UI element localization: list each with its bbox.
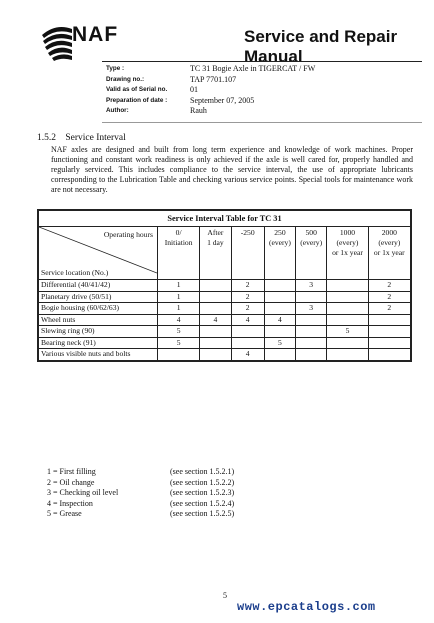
column-header [231, 227, 264, 280]
table-cell: 1 [157, 291, 199, 303]
table-cell: 5 [157, 326, 199, 338]
table-cell [296, 326, 327, 338]
table-cell [200, 291, 231, 303]
header-line: Initiation [164, 238, 193, 247]
document-meta [106, 64, 406, 117]
meta-row-drawing [106, 75, 406, 86]
row-label: Planetary drive (50/51) [39, 291, 158, 303]
corner-top-label: Operating hours [103, 230, 153, 239]
table-cell: 2 [368, 291, 410, 303]
meta-value: TC 31 Bogie Axle in TIGERCAT / FW [190, 64, 316, 73]
section-paragraph: NAF axles are designed and built from long term experience and knowledge of work machines. Proper functioning and constant work readiness is only achieved if the axle is well cared for, properly handled and regularly serviced. This includes compliance to the service interval, the use of appropriate lubricants corresponding to the Lubrication Table and checking various service points. Special tools for maintenance work are not necessary. [51, 145, 413, 194]
column-header [157, 227, 199, 280]
table-cell [327, 291, 368, 303]
header-line: (every) [336, 238, 359, 247]
watermark: www.epcatalogs.com [237, 600, 376, 614]
header-rule [102, 61, 422, 62]
table-row [39, 291, 411, 303]
meta-label: Type : [106, 65, 125, 72]
header-line: (every) [300, 238, 323, 247]
table-cell: 2 [231, 280, 264, 292]
header-line: or 1x year [373, 248, 405, 257]
meta-row-serial [106, 85, 406, 96]
table-cell: 5 [157, 337, 199, 349]
table-cell [231, 326, 264, 338]
table-row [39, 326, 411, 338]
legend-ref: (see section 1.5.2.2) [170, 477, 235, 487]
table-cell [264, 280, 295, 292]
table-cell [368, 337, 410, 349]
table-cell [296, 349, 327, 361]
table-cell [157, 349, 199, 361]
legend-item [47, 509, 234, 520]
section-heading [37, 133, 126, 143]
table-caption: Service Interval Table for TC 31 [39, 211, 411, 227]
table-cell: 2 [231, 291, 264, 303]
header-line: After [207, 228, 224, 237]
table-row [39, 337, 411, 349]
table-cell: 3 [296, 303, 327, 315]
meta-row-author [106, 106, 406, 117]
header-line: 1 day [207, 238, 224, 247]
legend-item [47, 488, 234, 499]
legend-key: 3 = Checking oil level [47, 488, 119, 497]
table-cell [264, 303, 295, 315]
logo-text: NAF [72, 23, 119, 46]
table-row [39, 349, 411, 361]
table-cell [296, 314, 327, 326]
header-line: or 1x year [332, 248, 363, 257]
legend-ref: (see section 1.5.2.1) [170, 467, 235, 476]
meta-label: Preparation of date : [106, 96, 168, 104]
meta-label: Valid as of Serial no. [106, 86, 168, 93]
table-cell: 4 [231, 349, 264, 361]
meta-value: September 07, 2005 [190, 95, 255, 105]
meta-value: TAP 7701.107 [190, 74, 237, 84]
legend-key: 2 = Oil change [47, 477, 95, 487]
table-cell: 2 [368, 280, 410, 292]
service-interval-table [37, 209, 412, 362]
meta-value: 01 [190, 85, 198, 94]
table-cell: 3 [296, 280, 327, 292]
table-row [39, 303, 411, 315]
table-cell [327, 349, 368, 361]
header-line: 0/ [175, 228, 182, 237]
table-cell: 4 [231, 314, 264, 326]
meta-label: Drawing no.: [106, 75, 145, 83]
corner-bottom-label: Service location (No.) [41, 268, 109, 277]
section-number: 1.5.2 [37, 133, 56, 143]
table-cell [200, 326, 231, 338]
header-line: (every) [378, 238, 401, 247]
table-cell: 4 [200, 314, 231, 326]
column-header [368, 227, 410, 280]
table-cell: 5 [264, 337, 295, 349]
row-label: Wheel nuts [39, 314, 158, 326]
table-cell [327, 314, 368, 326]
table-corner-cell [39, 227, 158, 280]
table-cell [327, 280, 368, 292]
meta-row-type [106, 64, 406, 75]
column-header [327, 227, 368, 280]
table-cell [296, 337, 327, 349]
header-line: (every) [268, 238, 291, 247]
column-header [200, 227, 231, 280]
table-row [39, 280, 411, 292]
table-cell [327, 337, 368, 349]
header-line: 500 [305, 228, 317, 237]
page-number: 5 [223, 591, 227, 600]
meta-divider [102, 122, 422, 123]
table-cell [264, 326, 295, 338]
legend-item [47, 499, 234, 510]
table-cell [368, 314, 410, 326]
header-line: 2000 [381, 228, 397, 237]
legend-item [47, 467, 234, 478]
table-cell: 4 [264, 314, 295, 326]
row-label: Slewing ring (90) [39, 326, 158, 338]
meta-row-date [106, 96, 406, 107]
manual-title: Service and Repair Manual [244, 27, 398, 66]
row-label: Various visible nuts and bolts [39, 349, 158, 361]
table-cell: 5 [327, 326, 368, 338]
table-cell: 2 [368, 303, 410, 315]
table-cell: 2 [231, 303, 264, 315]
header-line: 1000 [339, 228, 356, 237]
legend-key: 1 = First filling [47, 467, 96, 476]
row-label: Differential (40/41/42) [39, 280, 158, 292]
table-cell [327, 303, 368, 315]
legend-ref: (see section 1.5.2.3) [170, 488, 235, 497]
table-cell [264, 349, 295, 361]
table-cell: 4 [157, 314, 199, 326]
table-cell [200, 349, 231, 361]
table-cell [264, 291, 295, 303]
table-cell [296, 291, 327, 303]
meta-value: Rauh [190, 106, 207, 115]
column-header [296, 227, 327, 280]
section-title: Service Interval [65, 133, 126, 143]
table-row [39, 314, 411, 326]
header-line: 250 [274, 228, 286, 237]
column-header [264, 227, 295, 280]
row-label: Bearing neck (91) [39, 337, 158, 349]
legend-ref: (see section 1.5.2.5) [170, 509, 235, 518]
legend-key: 5 = Grease [47, 509, 82, 518]
table-cell: 1 [157, 280, 199, 292]
legend-ref: (see section 1.5.2.4) [170, 498, 235, 508]
legend [47, 467, 234, 520]
table-cell [368, 349, 410, 361]
table-cell [200, 280, 231, 292]
table-cell [200, 303, 231, 315]
legend-key: 4 = Inspection [47, 498, 93, 508]
table-cell [368, 326, 410, 338]
table-cell [200, 337, 231, 349]
row-label: Bogie housing (60/62/63) [39, 303, 158, 315]
legend-item [47, 478, 234, 489]
header-line: -250 [240, 228, 255, 237]
table-cell: 1 [157, 303, 199, 315]
table-cell [231, 337, 264, 349]
meta-label: Author: [106, 107, 129, 114]
